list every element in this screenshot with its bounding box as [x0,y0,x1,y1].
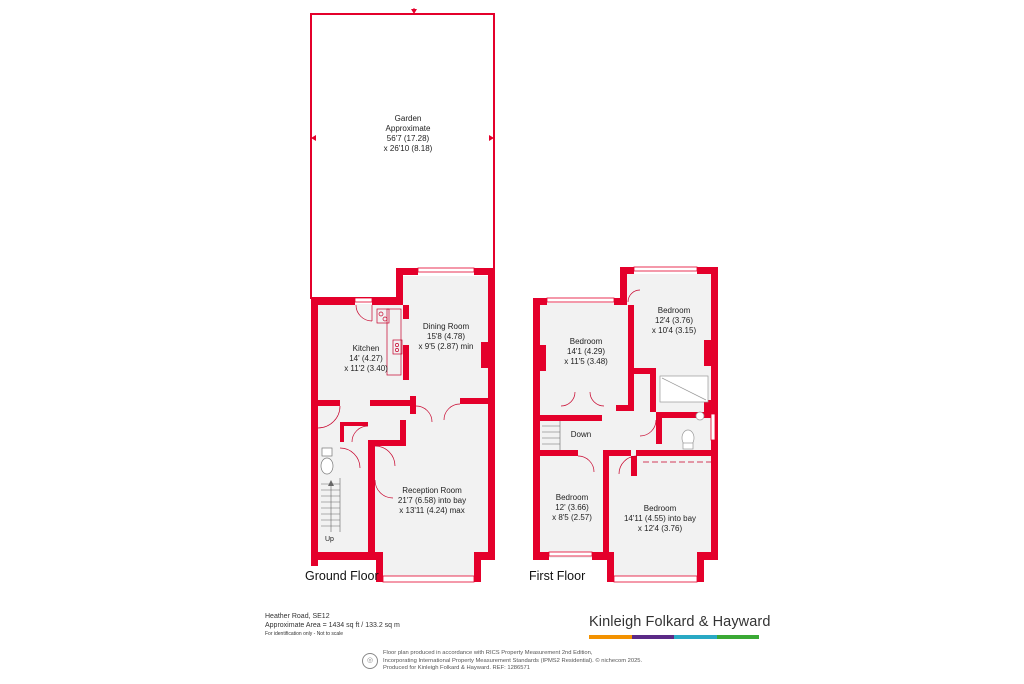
reception-room-name: Reception Room [402,486,462,495]
bedroom-a-name: Bedroom [569,337,603,346]
reception-room-dim1: 21'7 (6.58) into bay [397,496,467,505]
bedroom-b-dim2: x 10'4 (3.15) [651,326,697,335]
footer-line-2: Incorporating International Property Measurement Standards (IPMS2 Residential). © nichecom 2025. [383,657,643,664]
bedroom-c-dim1: 12' (3.66) [555,503,589,512]
property-area: Approximate Area = 1434 sq ft / 133.2 sq m [265,622,400,629]
brand-bar-purple [632,635,675,639]
bedroom-b-dim1: 12'4 (3.76) [655,316,693,325]
dining-room-dim2: x 9'5 (2.87) min [418,342,474,351]
ground-floor-title: Ground Floor [305,569,379,583]
agent-brand-bar [589,635,759,639]
property-note: For identification only - Not to scale [265,631,344,637]
bedroom-c-dim2: x 8'5 (2.57) [552,513,592,522]
footer-line-3: Produced for Kinleigh Folkard & Hayward. REF: 1286571 [383,665,530,672]
bedroom-c-name: Bedroom [555,493,589,502]
bedroom-a-dim1: 14'1 (4.29) [567,347,605,356]
garden-dim2: x 26'10 (8.18) [383,144,433,153]
stairs-down-label: Down [570,430,592,439]
first-floor-title: First Floor [529,569,586,583]
rics-badge-icon: ◎ [362,653,378,669]
brand-bar-green [717,635,760,639]
bedroom-d-dim1: 14'11 (4.55) into bay [623,514,697,523]
footer-line-1: Floor plan produced in accordance with RICS Property Measurement 2nd Edition, [383,650,593,656]
ground-floor-plan [305,114,495,583]
property-info [265,612,485,639]
brand-bar-orange [589,635,632,639]
kitchen-name: Kitchen [352,344,380,353]
kitchen-dim1: 14' (4.27) [349,354,383,363]
dining-room-name: Dining Room [422,322,470,331]
footer-disclaimer [383,650,642,673]
first-floor-plan [529,267,718,583]
garden-dim1: 56'7 (17.28) [386,134,430,143]
bedroom-b-name: Bedroom [657,306,691,315]
bedroom-d-dim2: x 12'4 (3.76) [637,524,683,533]
property-address: Heather Road, SE12 [265,613,330,620]
stairs-up-label: Up [325,536,334,543]
garden-label: Garden [394,114,422,123]
bedroom-a-dim2: x 11'5 (3.48) [564,357,608,366]
brand-bar-teal [674,635,717,639]
reception-room-dim2: x 13'11 (4.24) max [399,506,465,515]
garden-area [311,8,494,298]
kitchen-dim2: x 11'2 (3.40) [344,364,388,373]
dining-room-dim1: 15'8 (4.78) [427,332,465,341]
bedroom-d-name: Bedroom [643,504,677,513]
garden-sub: Approximate [385,124,431,133]
agent-logo: Kinleigh Folkard & Hayward [589,614,771,630]
